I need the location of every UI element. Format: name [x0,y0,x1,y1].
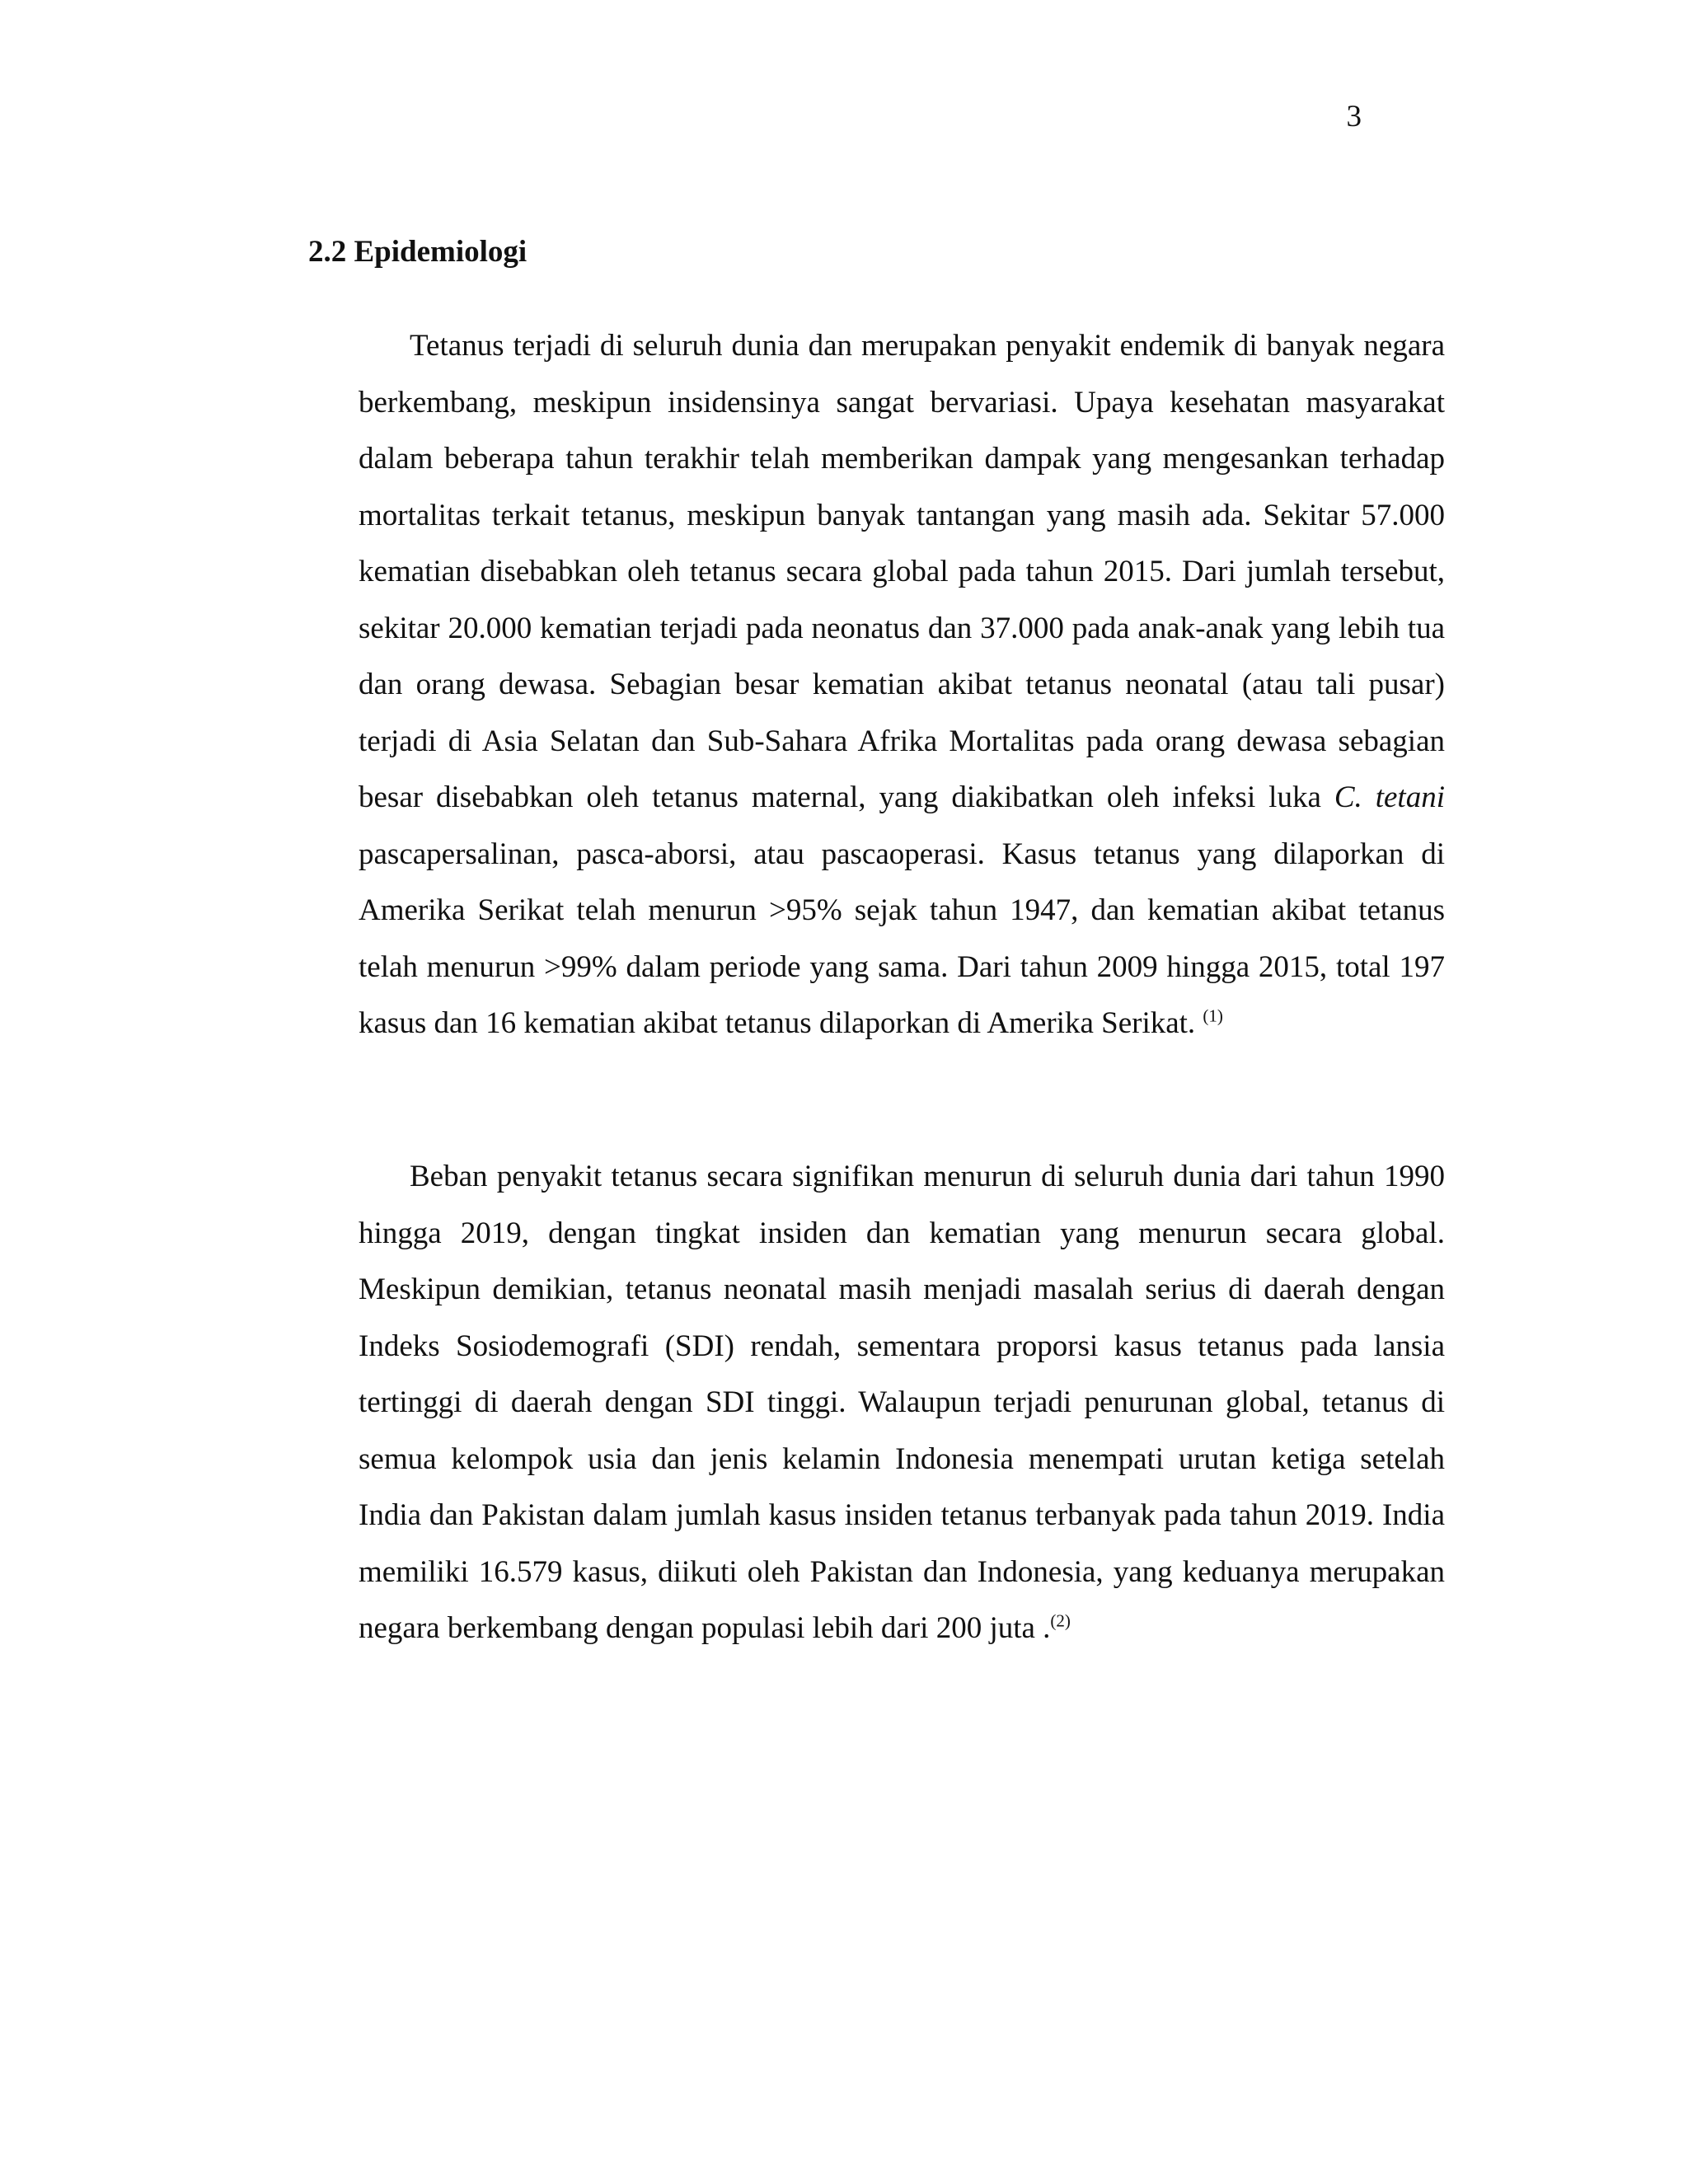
paragraph-text: pascapersalinan, pasca-aborsi, atau pascaoperasi. Kasus tetanus yang dilaporkan di Amerika Serikat telah menurun >95% sejak tahun 1947, dan kematian akibat tetanus telah menurun >99% dalam periode yang sama. Dari tahun 2009 hingga 2015, total 197 kasus dan 16 kematian akibat tetanus dilaporkan di Amerika Serikat. [359,837,1445,1040]
paragraph-text: Tetanus terjadi di seluruh dunia dan merupakan penyakit endemik di banyak negara berkembang, meskipun insidensinya sangat bervariasi. Upaya kesehatan masyarakat dalam beberapa tahun terakhir telah memberikan dampak yang mengesankan terhadap mortalitas terkait tetanus, meskipun banyak tantangan yang masih ada. Sekitar 57.000 kematian disebabkan oleh tetanus secara global pada tahun 2015. Dari jumlah tersebut, sekitar 20.000 kematian terjadi pada neonatus dan 37.000 pada anak-anak yang lebih tua dan orang dewasa. Sebagian besar kematian akibat tetanus neonatal (atau tali pusar) terjadi di Asia Selatan dan Sub-Sahara Afrika Mortalitas pada orang dewasa sebagian besar disebabkan oleh tetanus maternal, yang diakibatkan oleh infeksi luka [359,329,1445,814]
page-number: 3 [1346,100,1362,134]
section-heading: 2.2 Epidemiologi [308,235,528,269]
citation-marker: (2) [1050,1610,1071,1631]
citation-marker: (1) [1203,1005,1223,1026]
paragraph-text: Beban penyakit tetanus secara signifikan menurun di seluruh dunia dari tahun 1990 hingga 2019, dengan tingkat insiden dan kematian yang menurun secara global. Meskipun demikian, tetanus neonatal masih menjadi masalah serius di daerah dengan Indeks Sosiodemografi (SDI) rendah, sementara proporsi kasus tetanus pada lansia tertinggi di daerah dengan SDI tinggi. Walaupun terjadi penurunan global, tetanus di semua kelompok usia dan jenis kelamin Indonesia menempati urutan ketiga setelah India dan Pakistan dalam jumlah kasus insiden tetanus terbanyak pada tahun 2019. India memiliki 16.579 kasus, diikuti oleh Pakistan dan Indonesia, yang keduanya merupakan negara berkembang dengan populasi lebih dari 200 juta . [359,1160,1445,1645]
species-name: C. tetani [1334,780,1445,814]
paragraph-epidemiology-1 [359,318,1445,1052]
paragraph-epidemiology-2 [359,1149,1445,1657]
